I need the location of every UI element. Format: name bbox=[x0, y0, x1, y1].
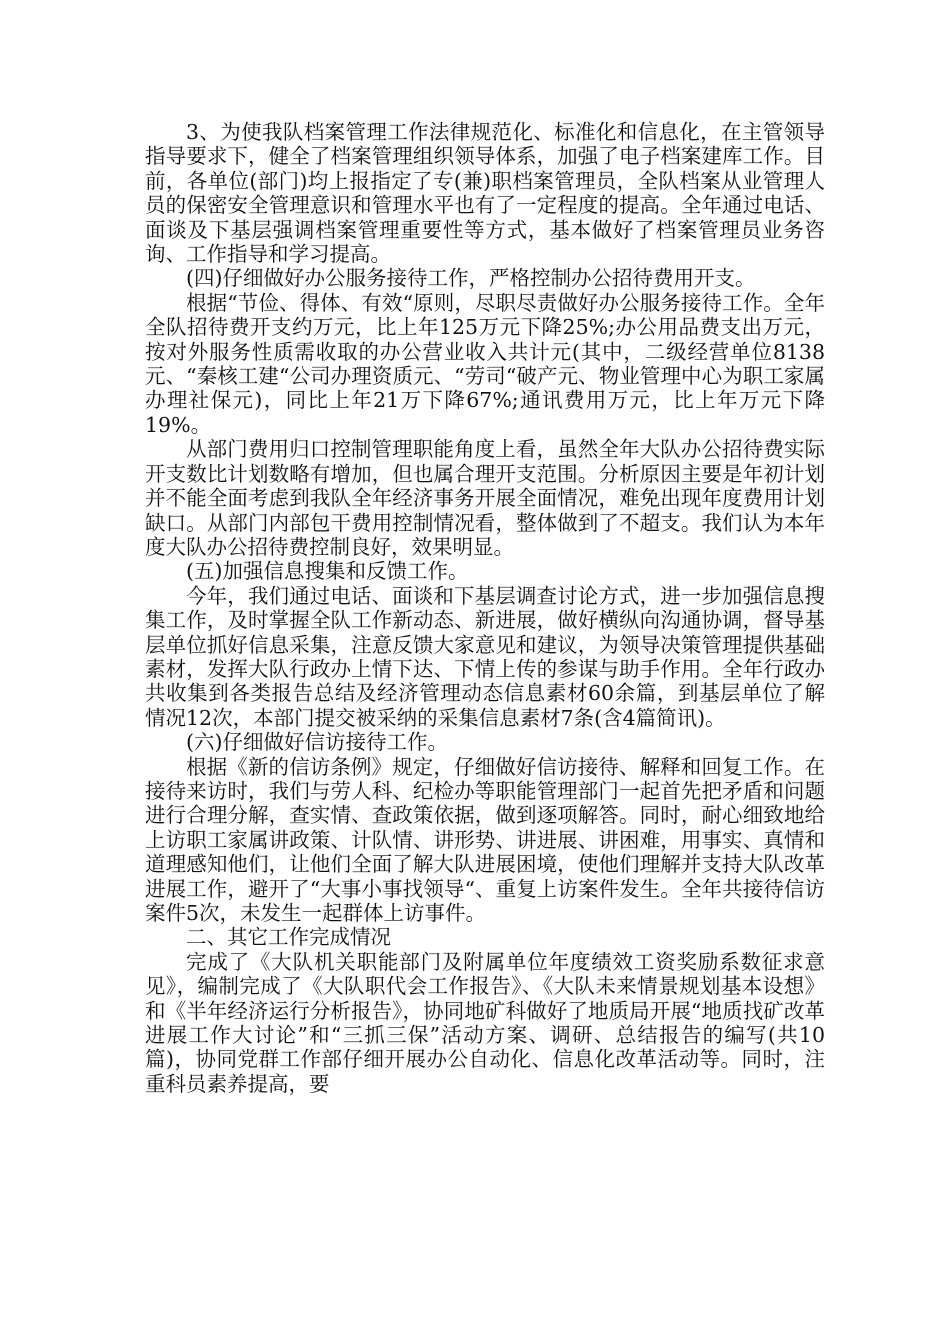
paragraph-cost-analysis: 从部门费用归口控制管理职能角度上看，虽然全年大队办公招待费实际开支数比计划数略有增加，但也属合理开支范围。分析原因主要是年初计划并不能全面考虑到我队全年经济事务开展全面情况，难免出现年度费用计划缺口。从部门内部包干费用控制情况看，整体做到了不超支。我们认为本年度大队办公招待费控制良好，效果明显。 bbox=[145, 437, 825, 559]
heading-section-5: (五)加强信息搜集和反馈工作。 bbox=[186, 559, 469, 584]
heading-section-6: (六)仔细做好信访接待工作。 bbox=[186, 730, 448, 755]
heading-other-work: 二、其它工作完成情况 bbox=[186, 925, 391, 950]
paragraph-information-collection: 今年，我们通过电话、面谈和下基层调查讨论方式，进一步加强信息搜集工作，及时掌握全队工作新动态、新进展，做好横纵向沟通协调，督导基层单位抓好信息采集，注意反馈大家意见和建议，为领导决策管理提供基础素材，发挥大队行政办上情下达、下情上传的参谋与助手作用。全年行政办共收集到各类报告总结及经济管理动态信息素材60余篇，到基层单位了解情况12次，本部门提交被采纳的采集信息素材7条(含4篇简讯)。 bbox=[145, 583, 825, 730]
heading-section-4: (四)仔细做好办公服务接待工作，严格控制办公招待费用开支。 bbox=[186, 266, 756, 291]
paragraph-petition-reception: 根据《新的信访条例》规定，仔细做好信访接待、解释和回复工作。在接待来访时，我们与劳人科、纪检办等职能管理部门一起首先把矛盾和问题进行合理分解，查实情、查政策依据，做到逐项解答。同时，耐心细致地给上访职工家属讲政策、计队情、讲形势、讲进展、讲困难，用事实、真情和道理感知他们，让他们全面了解大队进展困境，使他们理解并支持大队改革进展工作，避开了“大事小事找领导“、重复上访案件发生。全年共接待信访案件5次，未发生一起群体上访事件。 bbox=[145, 754, 825, 925]
paragraph-archive-management: 3、为使我队档案管理工作法律规范化、标准化和信息化，在主管领导指导要求下，健全了档案管理组织领导体系，加强了电子档案建库工作。目前，各单位(部门)均上报指定了专(兼)职档案管理员，全队档案从业管理人员的保密安全管理意识和管理水平也有了一定程度的提高。全年通过电话、面谈及下基层强调档案管理重要性等方式，基本做好了档案管理员业务咨询、工作指导和学习提高。 bbox=[145, 120, 825, 267]
paragraph-reception-costs: 根据“节俭、得体、有效“原则，尽职尽责做好办公服务接待工作。全年全队招待费开支约万元，比上年125万元下降25%;办公用品费支出万元，按对外服务性质需收取的办公营业收入共计元(其中，二级经营单位8138元、“秦核工建“公司办理资质元、“劳司“破产元、物业管理中心为职工家属办理社保元)，同比上年21万下降67%;通讯费用万元，比上年万元下降19%。 bbox=[145, 290, 825, 437]
document-body bbox=[145, 120, 825, 1096]
paragraph-other-work: 完成了《大队机关职能部门及附属单位年度绩效工资奖励系数征求意见》，编制完成了《大队职代会工作报告》、《大队未来情景规划基本设想》和《半年经济运行分析报告》，协同地矿科做好了地质局开展“地质找矿改革进展工作大讨论”和“三抓三保”活动方案、调研、总结报告的编写(共10篇)，协同党群工作部仔细开展办公自动化、信息化改革活动等。同时，注重科员素养提高，要 bbox=[145, 949, 825, 1096]
